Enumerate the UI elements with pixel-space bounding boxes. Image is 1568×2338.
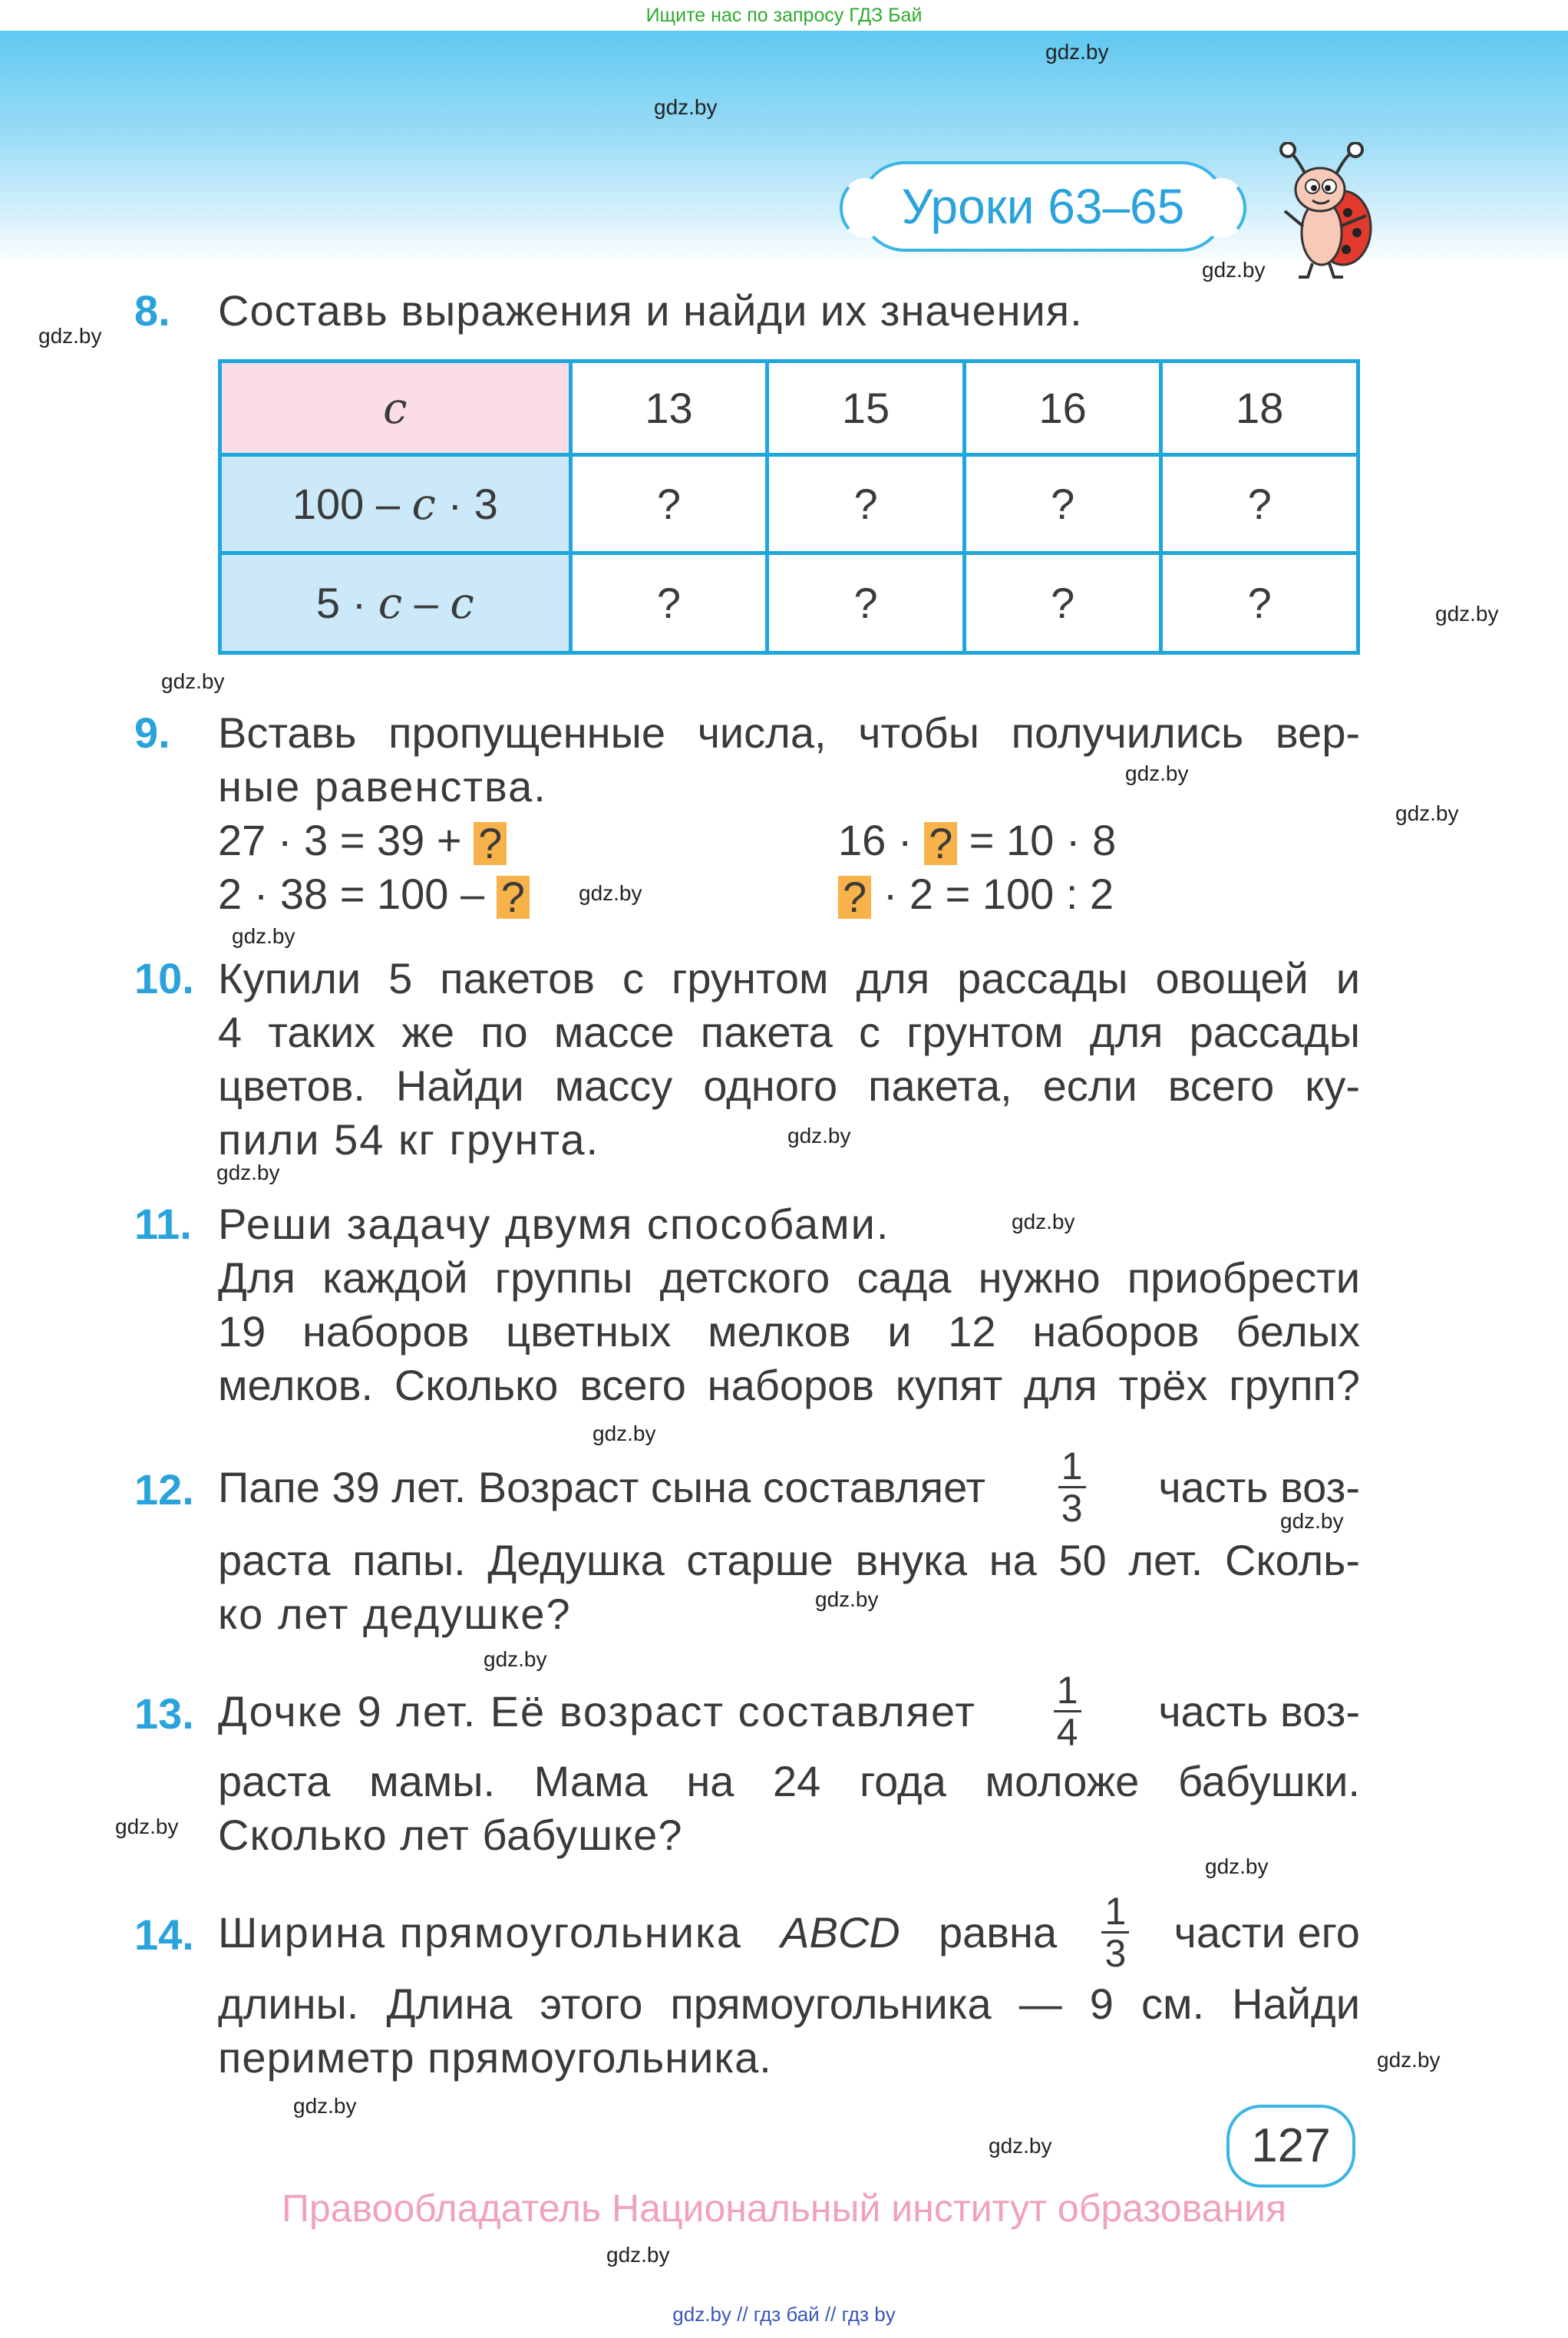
- watermark: gdz.by: [1045, 40, 1109, 64]
- task-text: Реши задачу двумя способами.: [218, 1200, 890, 1248]
- task-text: Ширина прямоугольника: [218, 1907, 742, 1957]
- watermark: gdz.by: [815, 1587, 879, 1611]
- watermark: gdz.by: [1395, 801, 1459, 825]
- table-cell: ?: [964, 553, 1161, 653]
- watermark: gdz.by: [1012, 1210, 1075, 1233]
- task-text: периметр прямоугольника.: [218, 2033, 772, 2082]
- task-text: Для каждой группы детского сада нужно приобрести: [218, 1253, 1360, 1302]
- task-line: [218, 1437, 1360, 1537]
- watermark: gdz.by: [1377, 2048, 1441, 2072]
- watermark: gdz.by: [1205, 1854, 1269, 1878]
- task-text: Составь выражения и найди их значения.: [218, 286, 1083, 335]
- footer-links[interactable]: gdz.by // гдз бай // гдз by: [672, 2303, 896, 2326]
- task-text: мелков. Сколько всего наборов купят для трёх групп?: [218, 1361, 1360, 1409]
- task-line: [218, 1882, 1360, 1982]
- watermark: gdz.by: [293, 2094, 357, 2118]
- task-text: ко лет дедушке?: [218, 1590, 572, 1638]
- task-text: части его: [1174, 1907, 1360, 1957]
- task-text: Папе 39 лет. Возраст сына составляет: [218, 1462, 986, 1511]
- watermark: gdz.by: [232, 924, 295, 948]
- task-text: длины. Длина этого прямоугольника — 9 см. Найди: [218, 1980, 1360, 2028]
- watermark: gdz.by: [787, 1124, 851, 1148]
- task-text: ные равенства.: [218, 762, 547, 811]
- table-cell: 16: [964, 362, 1161, 455]
- table-row-label: 100 – c · 3: [220, 455, 571, 553]
- task-number: 10.: [134, 954, 194, 1002]
- task-text: Вставь пропущенные числа, чтобы получились вер-: [218, 708, 1360, 757]
- rectangle-name: ABCD: [781, 1907, 900, 1957]
- task-text: Купили 5 пакетов с грунтом для рассады овощей и: [218, 954, 1360, 1002]
- task-number: 9.: [134, 708, 170, 757]
- equation: 2 · 38 = 100 – ?: [218, 869, 530, 919]
- task-text: часть воз-: [1158, 1686, 1360, 1735]
- fraction: $\frac{1}{3}$: [1058, 1446, 1086, 1528]
- equation: 27 · 3 = 39 + ?: [218, 815, 507, 865]
- watermark: gdz.by: [1125, 761, 1189, 785]
- table-cell: ?: [1161, 553, 1358, 653]
- table-row-label: 5 · c – c: [220, 553, 571, 653]
- task-number: 11.: [134, 1200, 192, 1248]
- watermark: gdz.by: [1202, 258, 1266, 282]
- watermark: gdz.by: [654, 95, 718, 119]
- watermark: gdz.by: [484, 1647, 547, 1671]
- fraction: $\frac{1}{3}$: [1101, 1891, 1129, 1973]
- table-cell: ?: [767, 455, 965, 553]
- table-cell: 15: [767, 362, 965, 455]
- table-cell: ?: [1161, 455, 1358, 553]
- equation: 16 · ? = 10 · 8: [838, 816, 1117, 868]
- watermark: gdz.by: [161, 669, 225, 693]
- table-cell: ?: [570, 553, 767, 653]
- table-cell: 18: [1161, 362, 1358, 455]
- fraction: $\frac{1}{4}$: [1054, 1670, 1081, 1752]
- watermark: gdz.by: [579, 881, 642, 905]
- lesson-title: Уроки 63–65: [860, 161, 1226, 252]
- task-line: [218, 1661, 1360, 1761]
- task-text: Дочке 9 лет. Её возраст составляет: [218, 1686, 976, 1735]
- task-number: 14.: [134, 1910, 194, 1959]
- missing-number-box[interactable]: ?: [497, 876, 530, 919]
- page-number: 127: [1226, 2105, 1355, 2188]
- table-cell: ?: [767, 553, 965, 653]
- table-cell: ?: [964, 455, 1161, 553]
- task-text: раста папы. Дедушка старше внука на 50 лет. Сколь-: [218, 1536, 1360, 1584]
- watermark: gdz.by: [216, 1161, 280, 1184]
- copyright: Правообладатель Национальный институт образования: [281, 2187, 1287, 2230]
- watermark: gdz.by: [1435, 602, 1499, 626]
- watermark: gdz.by: [593, 1422, 656, 1445]
- table-header-var: c: [220, 362, 571, 455]
- task-number: 12.: [134, 1465, 194, 1514]
- task-text: 19 наборов цветных мелков и 12 наборов белых: [218, 1307, 1360, 1356]
- equation: ? · 2 = 100 : 2: [838, 869, 1114, 919]
- watermark: gdz.by: [38, 324, 102, 348]
- ladybug-icon: [1274, 142, 1374, 280]
- table-cell: ?: [570, 455, 767, 553]
- top-banner[interactable]: Ищите нас по запросу ГДЗ Бай: [0, 0, 1568, 31]
- missing-number-box[interactable]: ?: [474, 822, 507, 865]
- task-text: Сколько лет бабушке?: [218, 1811, 683, 1859]
- task-text: пили 54 кг грунта.: [218, 1115, 600, 1164]
- task-text: раста мамы. Мама на 24 года моложе бабушки.: [218, 1757, 1360, 1805]
- task-number: 13.: [134, 1689, 194, 1738]
- task-text: часть воз-: [1158, 1462, 1360, 1511]
- watermark: gdz.by: [1280, 1509, 1344, 1533]
- watermark: gdz.by: [115, 1815, 179, 1838]
- table-cell: 13: [570, 362, 767, 455]
- expression-table: [218, 359, 1360, 655]
- task-text: цветов. Найди массу одного пакета, если всего ку-: [218, 1062, 1360, 1110]
- watermark: gdz.by: [606, 2243, 670, 2267]
- task-text: равна: [939, 1907, 1058, 1957]
- missing-number-box[interactable]: ?: [924, 822, 957, 865]
- missing-number-box[interactable]: ?: [838, 876, 871, 919]
- task-number: 8.: [134, 286, 170, 335]
- watermark: gdz.by: [989, 2134, 1052, 2158]
- task-text: 4 таких же по массе пакета с грунтом для рассады: [218, 1008, 1360, 1056]
